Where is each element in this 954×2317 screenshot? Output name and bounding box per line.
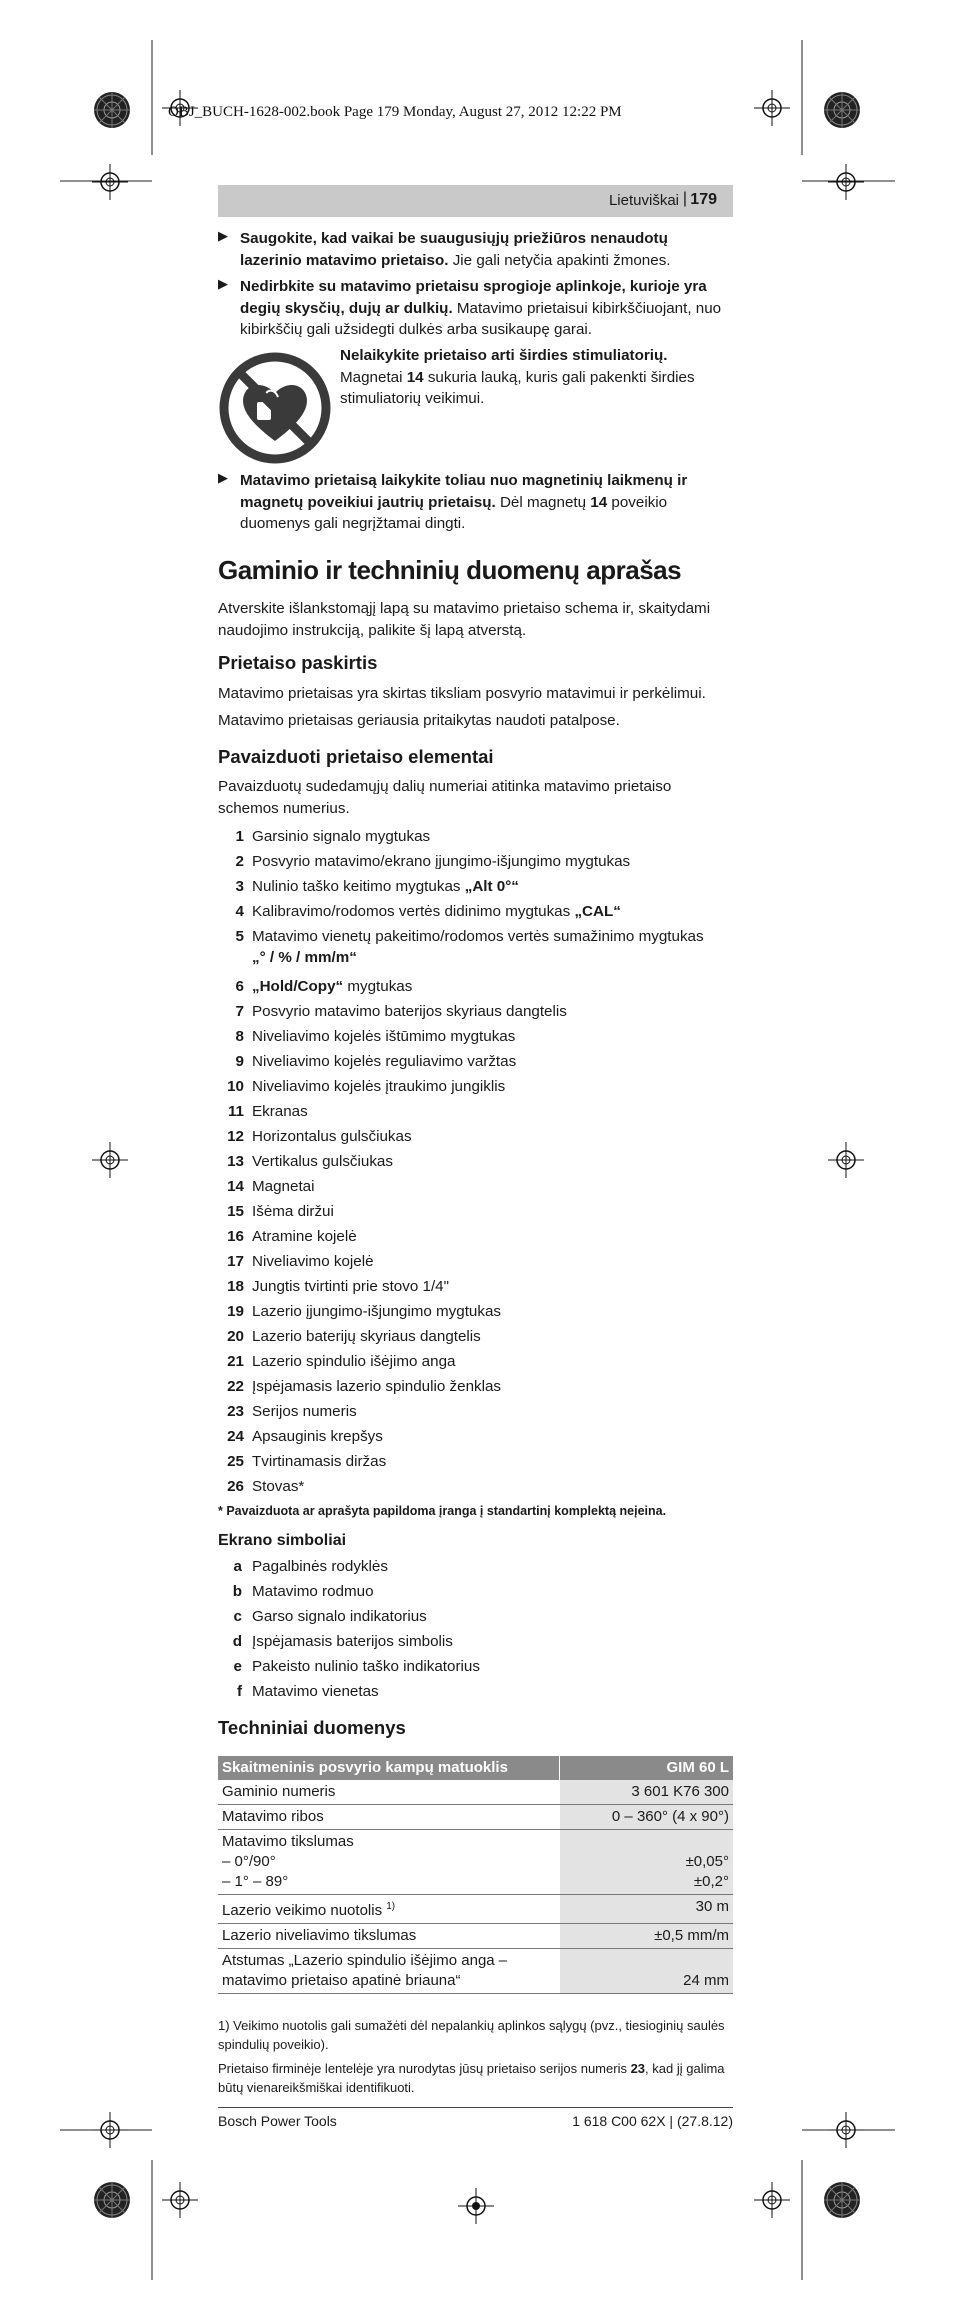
page-number: 179 [690, 191, 717, 208]
row-label: Lazerio veikimo nuotolis $^{1)}$ [218, 1895, 560, 1924]
list-item: 23 Serijos numeris [227, 1403, 357, 1420]
triangle-bullet-icon: ▶ [218, 470, 228, 485]
pacemaker-warning-bold: Nelaikykite prietaiso arti širdies stimuliatorių. [340, 347, 668, 364]
list-item: a Pagalbinės rodyklės [233, 1558, 388, 1575]
list-item: 16 Atramine kojelė [227, 1228, 357, 1245]
header-language: Lietuviškai [608, 192, 679, 209]
row-value: 3 601 K76 300 [560, 1780, 734, 1805]
table-row [218, 1805, 733, 1830]
list-item: 25 Tvirtinamasis diržas [227, 1453, 387, 1470]
list-item: 2 Posvyrio matavimo/ekrano įjungimo-išjungimo mygtukas [235, 853, 631, 870]
list-item: 10 Niveliavimo kojelės įtraukimo jungiklis [227, 1078, 506, 1095]
registration-mark-right-upper [826, 162, 866, 202]
list-item: 12 Horizontalus gulsčiukas [227, 1128, 412, 1145]
warning-bold: Saugokite, kad vaikai be suaugusiųjų priežiūros nenaudotų lazerinio matavimo prietaiso. [240, 230, 668, 269]
list-item: 21 Lazerio spindulio išėjimo anga [227, 1353, 456, 1370]
registration-mark-bottom-center [456, 2186, 496, 2226]
list-item: b Matavimo rodmuo [232, 1583, 374, 1600]
header-separator: | [682, 190, 687, 207]
footer-left: Bosch Power Tools [218, 2113, 337, 2129]
tech-note-serial: Prietaiso firminėje lentelėje yra nurodytas jūsų prietaiso serijos numeris 23, kad jį galima būtų vienareikšmiškai identifikuoti. [218, 2061, 725, 2095]
list-item: 8 Niveliavimo kojelės ištūmimo mygtukas [235, 1028, 516, 1045]
section-intro: Atverskite išlankstomąjį lapą su matavimo prietaiso schema ir, skaitydami naudojimo instrukciją, palikite šį lapą atverstą. [218, 600, 711, 639]
list-item: 19 Lazerio įjungimo-išjungimo mygtukas [227, 1303, 502, 1320]
row-value: 30 m [560, 1895, 734, 1924]
display-symbols-title: Ekrano simboliai [218, 1532, 347, 1549]
registration-mark-right-lower [826, 2110, 866, 2150]
triangle-bullet-icon: ▶ [218, 276, 228, 291]
list-item: f Matavimo vienetas [236, 1683, 379, 1700]
table-header-right: GIM 60 L [560, 1756, 734, 1780]
table-header-left: Skaitmeninis posvyrio kampų matuoklis [218, 1756, 560, 1780]
registration-mark-left-middle [90, 1140, 130, 1180]
list-item: 9 Niveliavimo kojelės reguliavimo varžtas [235, 1053, 517, 1070]
table-header-row [218, 1756, 733, 1780]
file-info: OBJ_BUCH-1628-002.book Page 179 Monday, August 27, 2012 12:22 PM [168, 104, 622, 120]
registration-mark-top-right [752, 88, 792, 128]
elements-footnote: * Pavaizduota ar aprašyta papildoma įranga į standartinį komplektą neįeina. [218, 1504, 667, 1518]
list-item: 3 Nulinio taško keitimo mygtukas „Alt 0°“ [235, 878, 519, 895]
table-row [218, 1924, 733, 1949]
registration-mark-bottom-right [752, 2180, 792, 2220]
list-item: 5 Matavimo vienetų pakeitimo/rodomos vertės sumažinimo mygtukas „° / % / mm/m“ [235, 928, 704, 966]
row-value: 0 – 360° (4 x 90°) [560, 1805, 734, 1830]
triangle-bullet-icon: ▶ [218, 228, 228, 243]
no-pacemaker-icon [218, 351, 332, 465]
footer-rule [218, 2107, 733, 2108]
tech-data-table [218, 1756, 733, 1994]
row-value: ±0,5 mm/m [560, 1924, 734, 1949]
list-item: d Įspėjamasis baterijos simbolis [232, 1633, 453, 1650]
purpose-title: Prietaiso paskirtis [218, 652, 378, 673]
row-value: 24 mm [560, 1949, 734, 1994]
footer-right: 1 618 C00 62X | (27.8.12) [572, 2113, 733, 2129]
list-item: 6 „Hold/Copy“ mygtukas [235, 978, 413, 995]
star-target-bottom-right [822, 2180, 862, 2220]
section-title: Gaminio ir techninių duomenų aprašas [218, 555, 682, 585]
star-target-top-right [822, 90, 862, 130]
list-item: 20 Lazerio baterijų skyriaus dangtelis [227, 1328, 481, 1345]
registration-mark-right-middle [826, 1140, 866, 1180]
warning-text: Matavimo prietaisui kibirkščiuojant, nuo kibirkščių gali užsidegti dulkės arba susikaupę garai. [240, 299, 722, 338]
row-label: Lazerio niveliavimo tikslumas [218, 1924, 560, 1949]
list-item: 22 Įspėjamasis lazerio spindulio ženklas [227, 1378, 502, 1395]
list-item: 11 Ekranas [227, 1103, 308, 1120]
star-target-bottom-left [92, 2180, 132, 2220]
tech-note-range: 1) Veikimo nuotolis gali sumažėti dėl nepalankių aplinkos sąlygų (pvz., tiesioginių saulės spindulių poveikio). [218, 2018, 725, 2052]
row-value: ±0,05° ±0,2° [560, 1830, 734, 1895]
row-label: Atstumas „Lazerio spindulio išėjimo anga – matavimo prietaiso apatinė briauna“ [218, 1949, 560, 1994]
table-row [218, 1895, 733, 1924]
warning-magnetic-media: ▶ Matavimo prietaisą laikykite toliau nuo magnetinių laikmenų ir magnetų poveikiui jautrių prietaisų. Dėl magnetų 14 poveikio duomenys gali negrįžtamai dingti. [218, 470, 688, 532]
purpose-p1: Matavimo prietaisas yra skirtas tiksliam posvyrio matavimui ir perkėlimui. [218, 685, 706, 702]
warning-explosive [218, 276, 733, 341]
list-item: 15 Išėma diržui [227, 1203, 334, 1220]
pacemaker-warning: Nelaikykite prietaiso arti širdies stimuliatorių. Magnetai 14 sukuria lauką, kuris gali pakenkti širdies stimuliatorių veikimui. [340, 347, 695, 407]
elements-title: Pavaizduoti prietaiso elementai [218, 746, 494, 767]
tech-title: Techniniai duomenys [218, 1717, 406, 1738]
list-item: e Pakeisto nulinio taško indikatorius [233, 1658, 480, 1675]
list-item: 18 Jungtis tvirtinti prie stovo 1/4" [227, 1278, 450, 1295]
list-item: 13 Vertikalus gulsčiukas [227, 1153, 393, 1170]
warning-text: Jie gali netyčia apakinti žmones. [448, 251, 671, 269]
list-item: 17 Niveliavimo kojelė [227, 1253, 374, 1270]
list-item: 7 Posvyrio matavimo baterijos skyriaus dangtelis [235, 1003, 567, 1020]
purpose-p2: Matavimo prietaisas geriausia pritaikytas naudoti patalpose. [218, 712, 620, 729]
row-label: Gaminio numeris [218, 1780, 560, 1805]
elements-intro: Pavaizduotų sudedamųjų dalių numeriai atitinka matavimo prietaiso schemos numerius. [218, 778, 672, 817]
page-header [218, 185, 733, 217]
list-item: 26 Stovas* [227, 1478, 305, 1495]
list-item: c Garso signalo indikatorius [233, 1608, 427, 1625]
row-label: Matavimo tikslumas – 0°/90° – 1° – 89° [218, 1830, 560, 1895]
registration-mark-bottom-left [160, 2180, 200, 2220]
table-row [218, 1780, 733, 1805]
list-item: 1 Garsinio signalo mygtukas [235, 828, 431, 845]
warning-bold: Nedirbkite su matavimo prietaisu sprogioje aplinkoje, kurioje yra degių skysčių, dujų ar dulkių. [240, 278, 707, 317]
registration-mark-left-upper [90, 162, 130, 202]
warning-children [218, 228, 733, 271]
table-row [218, 1949, 733, 1994]
star-target-top-left [92, 90, 132, 130]
list-item: 24 Apsauginis krepšys [227, 1428, 383, 1445]
list-item: 4 Kalibravimo/rodomos vertės didinimo mygtukas „CAL“ [235, 903, 621, 920]
list-item: 14 Magnetai [227, 1178, 315, 1195]
row-label: Matavimo ribos [218, 1805, 560, 1830]
registration-mark-left-lower [90, 2110, 130, 2150]
table-row [218, 1830, 733, 1895]
